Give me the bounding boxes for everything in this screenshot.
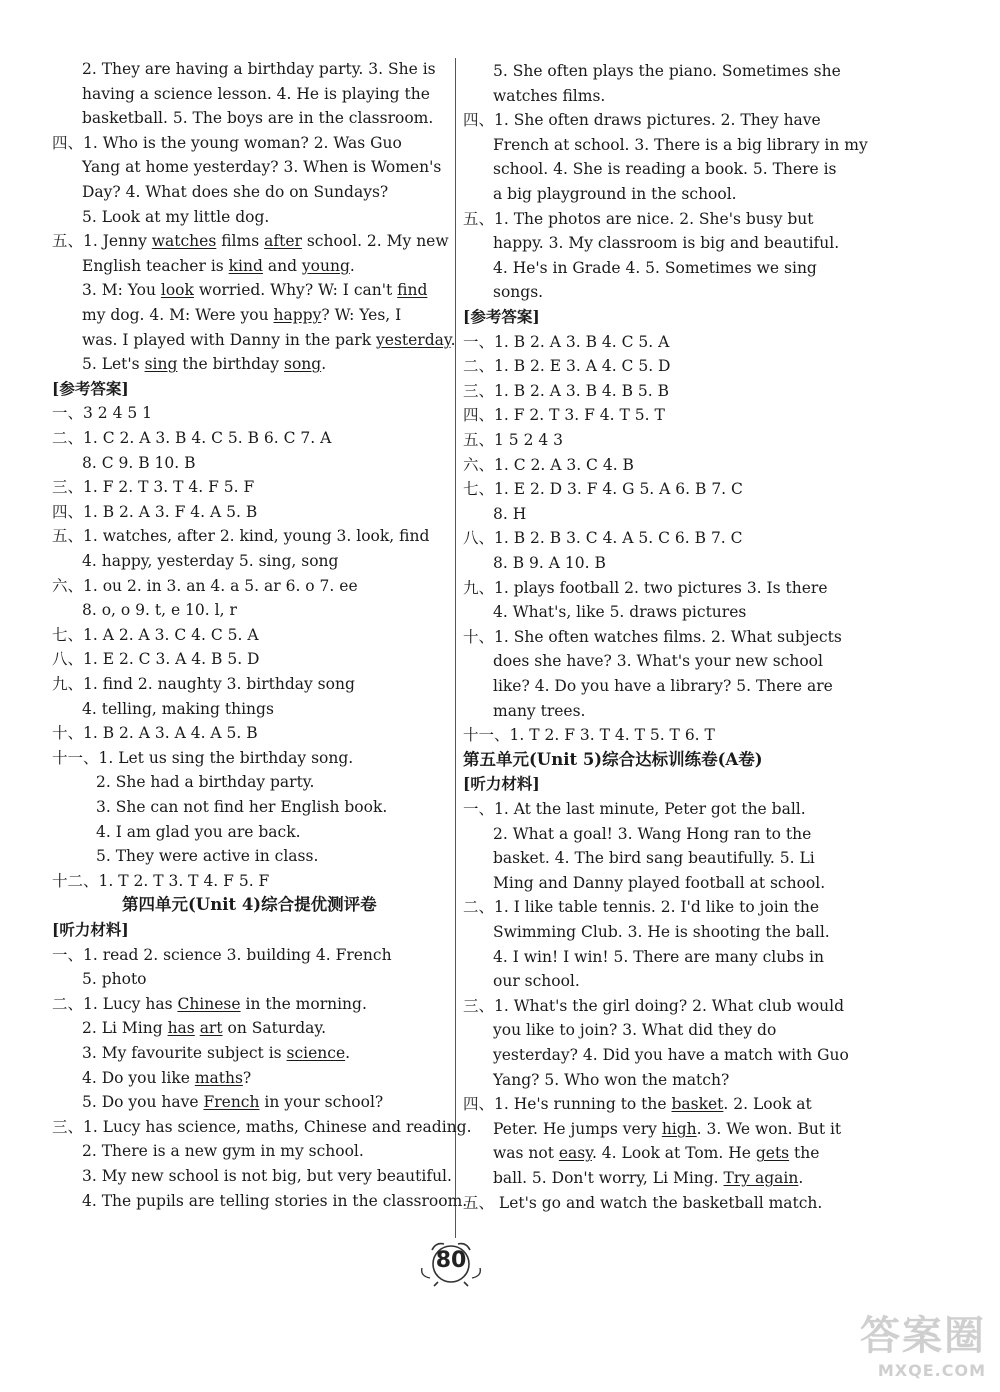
text-line: 8. C 9. B 10. B <box>82 453 196 472</box>
text-line: 一、1. B 2. A 3. B 4. C 5. A <box>463 332 670 351</box>
text-line: Ming and Danny played football at school. <box>493 873 826 892</box>
text-line: my dog. 4. M: Were you happy? W: Yes, I <box>82 306 402 324</box>
text-line: ball. 5. Don't worry, Li Ming. Try again. <box>493 1169 804 1187</box>
text-line: 4. He's in Grade 4. 5. Sometimes we sing <box>493 258 817 277</box>
text-line: 8. B 9. A 10. B <box>493 554 606 572</box>
text-line: 二、1. I like table tennis. 2. I'd like to join the <box>463 898 819 917</box>
text-line: 三、1. What's the girl doing? 2. What club would <box>463 996 845 1015</box>
text-line: school. 4. She is reading a book. 5. There is <box>493 160 837 179</box>
text-line: 4. telling, making things <box>82 699 274 718</box>
text-line: 2. They are having a birthday party. 3. She is <box>82 60 436 78</box>
section-title: 第五单元(Unit 5)综合达标训练卷(A卷) <box>463 749 763 769</box>
text-line: 七、1. A 2. A 3. C 4. C 5. A <box>52 625 259 644</box>
text-line: 四、1. He's running to the basket. 2. Look at <box>463 1095 812 1114</box>
section-heading: [听力材料] <box>52 920 129 939</box>
text-line: 十、1. She often watches films. 2. What subjects <box>463 627 842 646</box>
section-title: 第四单元(Unit 4)综合提优测评卷 <box>122 895 377 915</box>
text-line: 4. happy, yesterday 5. sing, song <box>82 552 339 570</box>
text-line: 八、1. E 2. C 3. A 4. B 5. D <box>52 650 260 669</box>
text-line: 5. Let's sing the birthday song. <box>82 355 327 374</box>
text-line: 3. She can not find her English book. <box>96 798 388 816</box>
section-heading: [参考答案] <box>463 307 540 326</box>
watermark-logo: 答案圈 <box>860 1313 986 1359</box>
watermark-url: MXQE.COM <box>877 1361 986 1380</box>
text-line: 3. My favourite subject is science. <box>82 1044 351 1062</box>
text-line: 五、1. The photos are nice. 2. She's busy but <box>463 209 814 228</box>
text-line: 二、1. Lucy has Chinese in the morning. <box>52 994 367 1013</box>
text-line: English teacher is kind and young. <box>82 256 355 275</box>
text-line: watches films. <box>493 86 606 105</box>
text-line: 四、1. B 2. A 3. F 4. A 5. B <box>52 502 258 521</box>
text-line: a big playground in the school. <box>493 185 737 203</box>
text-line: 六、1. ou 2. in 3. an 4. a 5. ar 6. o 7. ee <box>52 576 358 595</box>
text-line: 三、1. Lucy has science, maths, Chinese and reading. <box>52 1117 472 1136</box>
text-line: was. I played with Danny in the park yesterday. <box>82 330 456 349</box>
text-line: does she have? 3. What's your new school <box>493 652 823 671</box>
text-line: basketball. 5. The boys are in the classroom. <box>82 109 434 128</box>
section-heading: [听力材料] <box>463 774 540 794</box>
text-line: 七、1. E 2. D 3. F 4. G 5. A 6. B 7. C <box>463 480 743 499</box>
text-line: was not easy. 4. Look at Tom. He gets the <box>493 1144 820 1163</box>
text-line: 5. Do you have French in your school? <box>82 1093 384 1112</box>
text-line: 十一、1. T 2. F 3. T 4. T 5. T 6. T <box>463 726 715 745</box>
text-line: songs. <box>493 283 544 302</box>
text-line: 4. The pupils are telling stories in the classroom. <box>82 1191 468 1210</box>
page-number-badge <box>418 1238 484 1288</box>
text-line: 四、1. Who is the young woman? 2. Was Guo <box>52 133 402 152</box>
text-line: 五、1. Jenny watches films after school. 2. My new <box>52 232 449 251</box>
text-line: 三、1. B 2. A 3. B 4. B 5. B <box>463 381 670 400</box>
text-line: yesterday? 4. Did you have a match with Guo <box>493 1046 849 1064</box>
text-line: 3. M: You look worried. Why? W: I can't find <box>82 281 428 300</box>
text-line: 5. They were active in class. <box>96 847 319 866</box>
text-line: our school. <box>493 972 580 991</box>
text-line: 5. Look at my little dog. <box>82 207 270 226</box>
text-line: 4. Do you like maths? <box>82 1068 252 1087</box>
text-line: Yang at home yesterday? 3. When is Women's <box>82 158 442 177</box>
column-divider <box>455 58 456 1238</box>
text-line: 8. o, o 9. t, e 10. l, r <box>82 601 237 620</box>
text-line: 五、1 5 2 4 3 <box>463 431 564 449</box>
text-line: 8. H <box>493 504 527 523</box>
text-line: 一、1. At the last minute, Peter got the ball. <box>463 800 806 818</box>
text-line: 三、1. F 2. T 3. T 4. F 5. F <box>52 478 255 497</box>
text-line: 5. She often plays the piano. Sometimes she <box>493 62 841 80</box>
watermark <box>846 1304 986 1384</box>
text-line: 2. There is a new gym in my school. <box>82 1142 364 1161</box>
text-line: basket. 4. The bird sang beautifully. 5. Li <box>493 849 815 868</box>
text-line: many trees. <box>493 701 586 720</box>
text-line: 五、1. watches, after 2. kind, young 3. look, find <box>52 527 430 546</box>
text-line: Peter. He jumps very high. 3. We won. But it <box>493 1119 842 1138</box>
text-line: 二、1. C 2. A 3. B 4. C 5. B 6. C 7. A <box>52 429 332 447</box>
text-line: Day? 4. What does she do on Sundays? <box>82 183 389 201</box>
text-line: 4. I win! I win! 5. There are many clubs in <box>493 947 824 966</box>
text-line: 八、1. B 2. B 3. C 4. A 5. C 6. B 7. C <box>463 529 743 548</box>
text-line: French at school. 3. There is a big library in my <box>493 135 868 154</box>
text-line: you like to join? 3. What did they do <box>493 1021 777 1040</box>
text-line: like? 4. Do you have a library? 5. There are <box>493 677 833 695</box>
text-line: 十二、1. T 2. T 3. T 4. F 5. F <box>52 871 270 890</box>
text-line: 十一、1. Let us sing the birthday song. <box>52 748 354 767</box>
text-line: 2. Li Ming has art on Saturday. <box>82 1019 327 1038</box>
text-line: 九、1. plays football 2. two pictures 3. Is there <box>463 578 828 597</box>
section-heading: [参考答案] <box>52 378 129 398</box>
text-line: 4. I am glad you are back. <box>96 822 301 841</box>
text-line: 一、3 2 4 5 1 <box>52 404 153 423</box>
page-number: 80 <box>435 1248 467 1273</box>
text-line: 4. What's, like 5. draws pictures <box>493 603 747 622</box>
text-line: 四、1. She often draws pictures. 2. They have <box>463 111 821 130</box>
text-line: having a science lesson. 4. He is playing the <box>82 84 430 103</box>
text-line: 二、1. B 2. E 3. A 4. C 5. D <box>463 357 671 376</box>
text-line: 2. What a goal! 3. Wang Hong ran to the <box>493 824 812 843</box>
text-line: 一、1. read 2. science 3. building 4. French <box>52 945 392 964</box>
text-line: 五、 Let's go and watch the basketball match. <box>463 1193 823 1212</box>
text-line: 5. photo <box>82 970 147 989</box>
text-line: 3. My new school is not big, but very beautiful. <box>82 1167 452 1185</box>
text-line: Yang? 5. Who won the match? <box>493 1070 730 1089</box>
text-line: 九、1. find 2. naughty 3. birthday song <box>52 675 355 693</box>
text-line: 六、1. C 2. A 3. C 4. B <box>463 455 634 474</box>
text-line: 四、1. F 2. T 3. F 4. T 5. T <box>463 406 665 425</box>
text-line: 2. She had a birthday party. <box>96 773 315 792</box>
text-line: Swimming Club. 3. He is shooting the ball. <box>493 923 830 941</box>
text-line: 十、1. B 2. A 3. A 4. A 5. B <box>52 724 258 743</box>
text-line: happy. 3. My classroom is big and beautiful. <box>493 234 840 253</box>
